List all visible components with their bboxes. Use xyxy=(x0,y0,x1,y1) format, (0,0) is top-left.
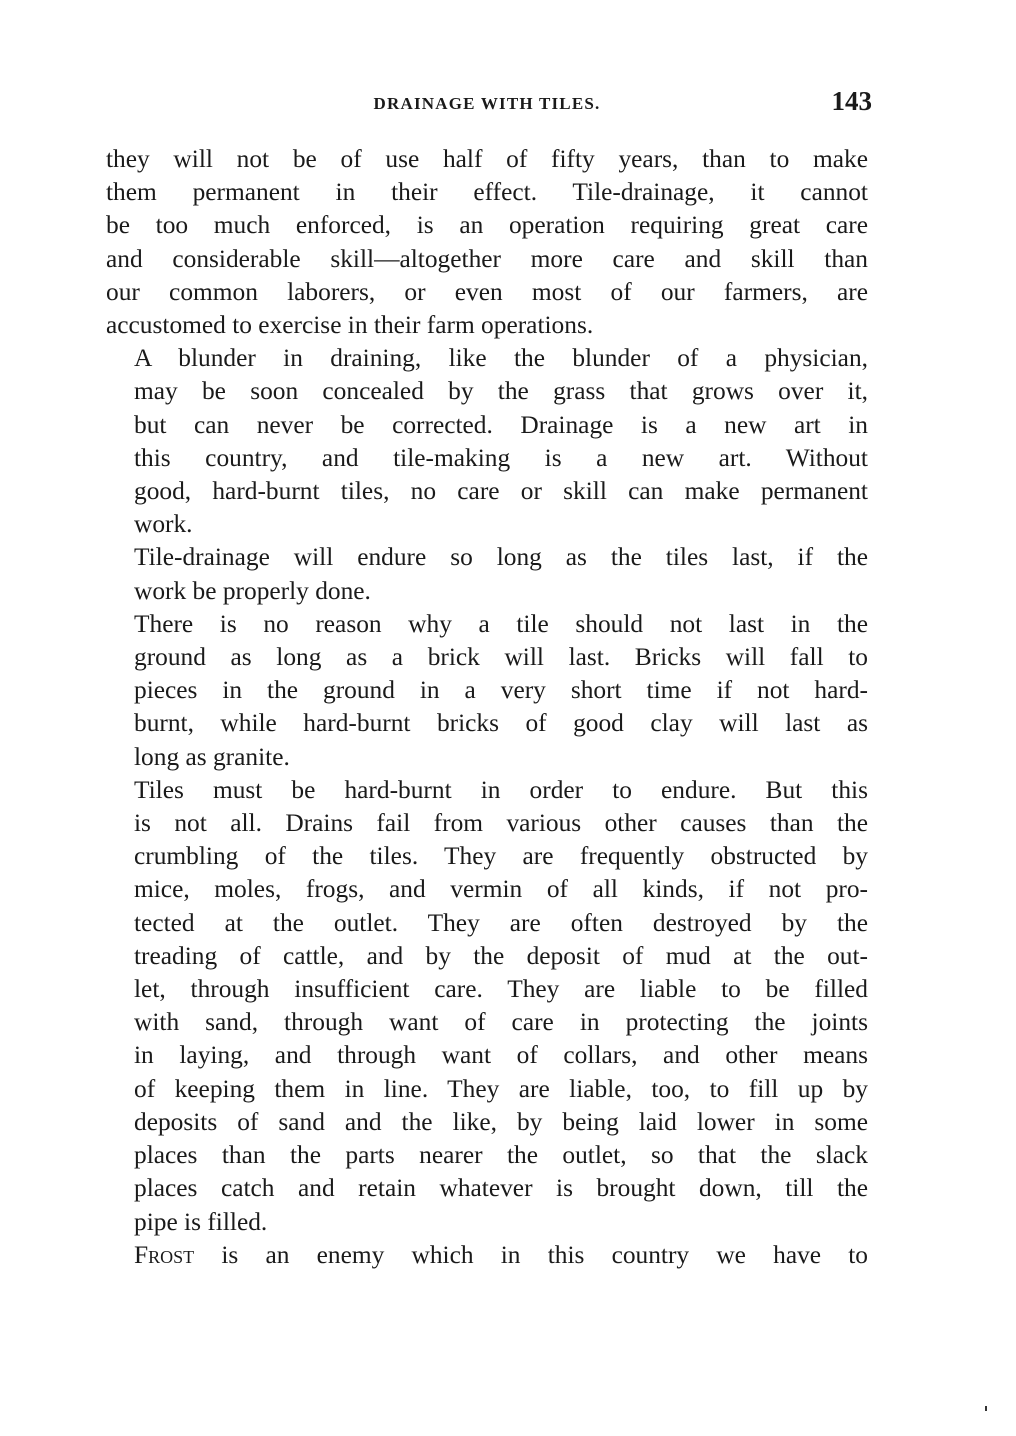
text-line: There is no reason why a tile should not last in the xyxy=(134,609,868,638)
text-line: they will not be of use half of fifty years, than to make xyxy=(106,145,868,173)
text-line xyxy=(106,1239,868,1272)
paragraph xyxy=(106,608,868,774)
text-line: them permanent in their effect. Tile-drainage, it cannot xyxy=(106,178,868,207)
text-line: is not all. Drains fail from various other causes than the xyxy=(134,809,868,838)
paragraph xyxy=(106,143,868,342)
text-line: be too much enforced, is an operation requiring great care xyxy=(106,211,868,240)
text-line: accustomed to exercise in their farm operations. xyxy=(106,311,594,340)
paragraph xyxy=(106,1239,868,1272)
text-line: crumbling of the tiles. They are frequently obstructed by xyxy=(134,842,868,871)
text-line: long as granite. xyxy=(134,742,290,771)
text-line: treading of cattle, and by the deposit of mud at the out- xyxy=(134,941,868,970)
text-line: may be soon concealed by the grass that grows over it, xyxy=(134,377,868,406)
text-line: A blunder in draining, like the blunder of a physician, xyxy=(134,344,868,373)
text-line: Tiles must be hard-burnt in order to endure. But this xyxy=(134,775,868,804)
text-line: work be properly done. xyxy=(134,576,371,605)
text-line: deposits of sand and the like, by being laid lower in some xyxy=(134,1107,868,1136)
paragraph xyxy=(106,541,868,607)
text-line: in laying, and through want of collars, and other means xyxy=(134,1041,868,1070)
text-line: burnt, while hard-burnt bricks of good clay will last as xyxy=(134,709,868,738)
text-line: this country, and tile-making is a new art. Without xyxy=(134,443,868,472)
text-line-rest: is an enemy which in this country we have to xyxy=(221,1240,868,1269)
print-speck xyxy=(985,1406,987,1411)
text-line: let, through insufficient care. They are liable to be filled xyxy=(134,975,868,1004)
text-line: and considerable skill—altogether more care and skill than xyxy=(106,244,868,273)
text-line: pipe is filled. xyxy=(134,1207,268,1236)
body-text xyxy=(106,143,868,1272)
text-line: mice, moles, frogs, and vermin of all kinds, if not pro- xyxy=(134,875,868,904)
page-number: 143 xyxy=(831,86,872,116)
paragraph xyxy=(106,774,868,1239)
text-line: of keeping them in line. They are liable, too, to fill up by xyxy=(134,1074,868,1103)
page-header xyxy=(106,86,872,120)
text-line: good, hard-burnt tiles, no care or skill can make permanent xyxy=(134,477,868,506)
text-line: Tile-drainage will endure so long as the tiles last, if the xyxy=(134,543,868,572)
small-caps-lead-word: Frost xyxy=(134,1240,195,1269)
text-line: tected at the outlet. They are often destroyed by the xyxy=(134,908,868,937)
text-line: places catch and retain whatever is brought down, till the xyxy=(134,1174,868,1203)
text-line: ground as long as a brick will last. Bricks will fall to xyxy=(134,643,868,672)
paragraph xyxy=(106,342,868,541)
text-line: with sand, through want of care in protecting the joints xyxy=(134,1008,868,1037)
text-line: pieces in the ground in a very short time if not hard- xyxy=(134,676,868,705)
text-line: our common laborers, or even most of our farmers, are xyxy=(106,277,868,306)
text-line: work. xyxy=(134,510,193,539)
text-line: but can never be corrected. Drainage is a new art in xyxy=(134,410,868,439)
text-line: places than the parts nearer the outlet, so that the slack xyxy=(134,1141,868,1170)
running-head: DRAINAGE WITH TILES. xyxy=(373,94,601,113)
